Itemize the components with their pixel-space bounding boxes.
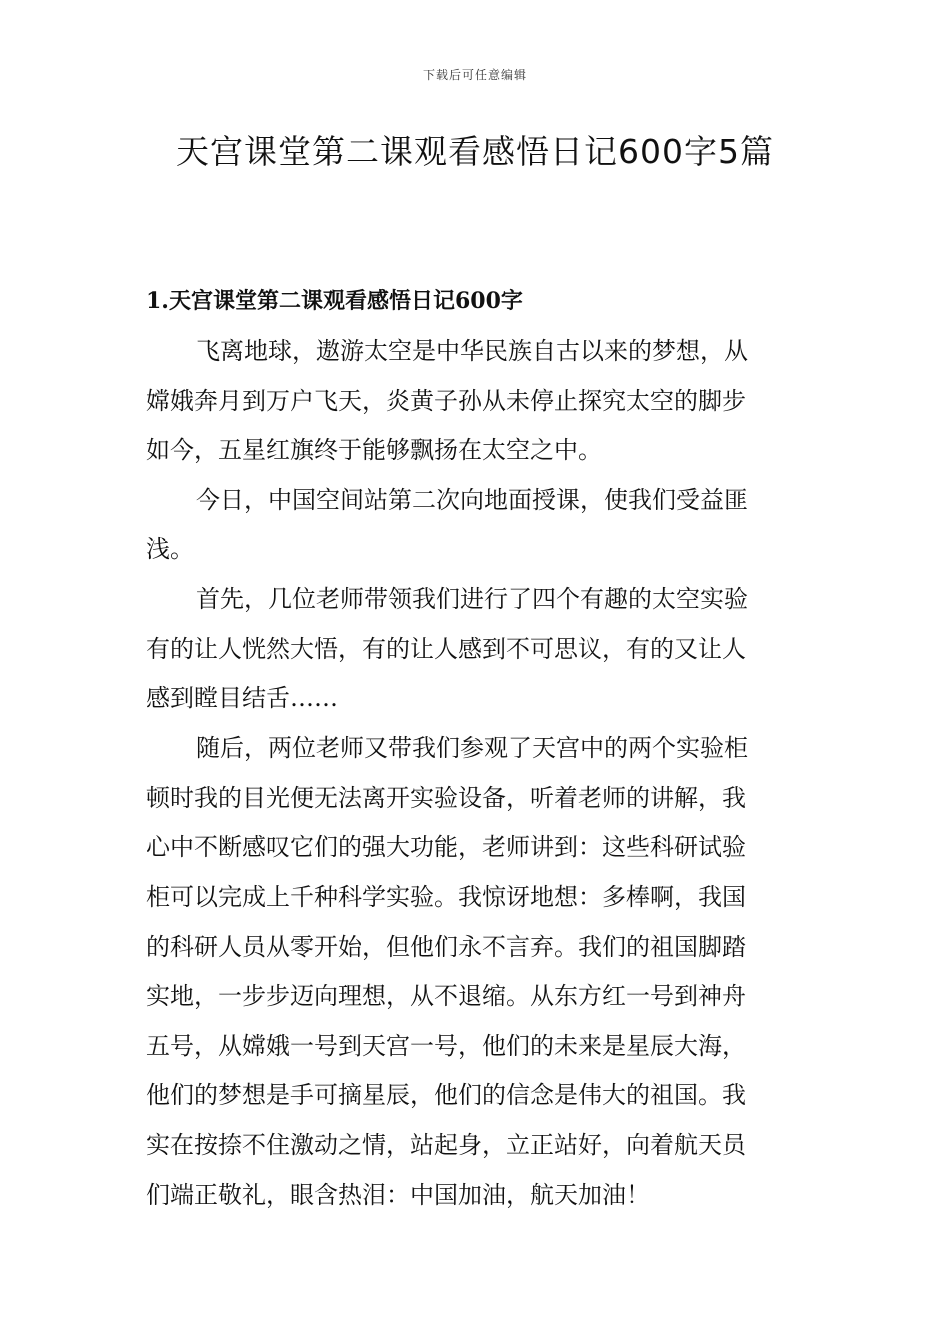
paragraph-line: 飞离地球，遨游太空是中华民族自古以来的梦想，从 [196, 337, 748, 365]
paragraph-line: 随后，两位老师又带我们参观了天宫中的两个实验柜 [196, 734, 748, 762]
paragraph-line: 首先，几位老师带领我们进行了四个有趣的太空实验 [196, 585, 748, 613]
section-heading: 1.天宫课堂第二课观看感悟日记600字 [146, 288, 523, 314]
document-title: 天宫课堂第二课观看感悟日记600字5篇 [176, 132, 774, 171]
header-note: 下载后可任意编辑 [422, 68, 527, 82]
paragraph-line: 心中不断感叹它们的强大功能，老师讲到：这些科研试验 [146, 833, 746, 861]
paragraph-line: 们端正敬礼，眼含热泪：中国加油，航天加油！ [146, 1181, 650, 1209]
paragraph-line: 实地，一步步迈向理想，从不退缩。从东方红一号到神舟 [146, 982, 746, 1010]
paragraph-line: 有的让人恍然大悟，有的让人感到不可思议，有的又让人 [146, 635, 746, 663]
paragraph-line: 柜可以完成上千种科学实验。我惊讶地想：多棒啊，我国 [146, 883, 746, 911]
paragraph-line: 顿时我的目光便无法离开实验设备，听着老师的讲解，我 [146, 784, 746, 812]
paragraph-line: 嫦娥奔月到万户飞天，炎黄子孙从未停止探究太空的脚步 [146, 387, 746, 415]
paragraph-line: 如今，五星红旗终于能够飘扬在太空之中。 [146, 436, 602, 464]
paragraph-line: 他们的梦想是手可摘星辰，他们的信念是伟大的祖国。我 [146, 1081, 746, 1109]
paragraph-line: 今日，中国空间站第二次向地面授课，使我们受益匪 [196, 486, 748, 514]
paragraph-line: 的科研人员从零开始，但他们永不言弃。我们的祖国脚踏 [146, 933, 746, 961]
paragraph-line: 感到瞠目结舌…… [146, 684, 338, 712]
paragraph-line: 实在按捺不住激动之情，站起身，立正站好，向着航天员 [146, 1131, 746, 1159]
paragraph-line: 浅。 [146, 535, 194, 563]
paragraph-line: 五号，从嫦娥一号到天宫一号，他们的未来是星辰大海， [146, 1032, 746, 1060]
